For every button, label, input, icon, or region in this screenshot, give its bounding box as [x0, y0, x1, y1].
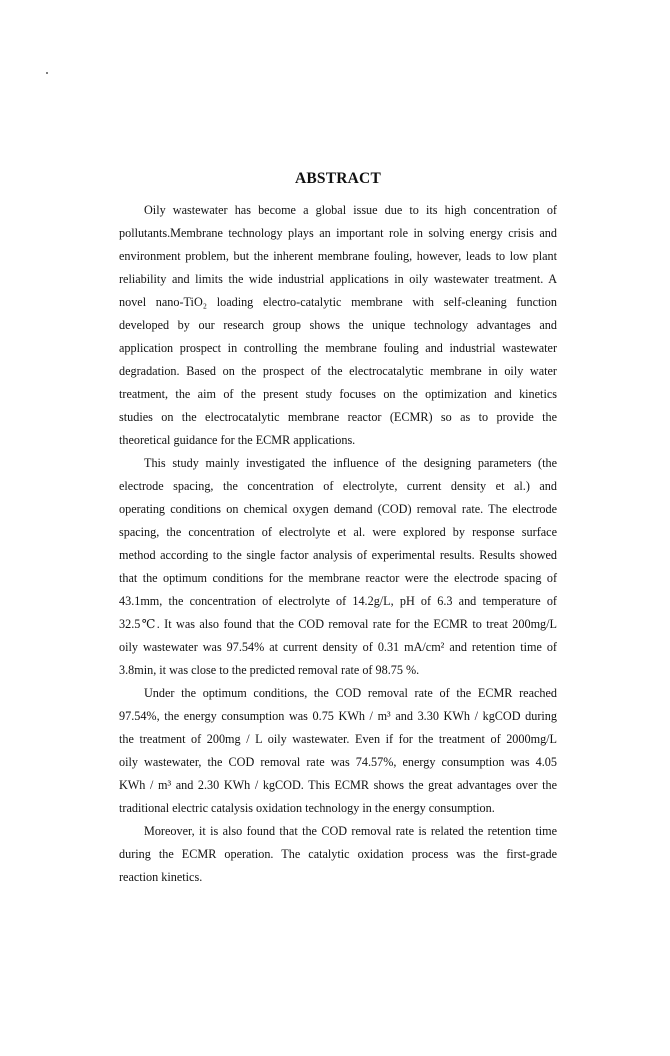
- text-line: Moreover, it is also found that the COD removal rate is related the retention time: [144, 824, 557, 838]
- abstract-paragraph: [119, 452, 557, 682]
- text-line: operating conditions on chemical oxygen demand (COD) removal rate. The electrode: [119, 502, 557, 516]
- abstract-heading: ABSTRACT: [294, 170, 381, 187]
- text-line: KWh / m³ and 2.30 KWh / kgCOD. This ECMR shows the great advantages over the: [119, 778, 557, 792]
- text-line: environment problem, but the inherent membrane fouling, however, leads to low plant: [119, 249, 557, 263]
- text-line: Oily wastewater has become a global issue due to its high concentration of: [144, 203, 557, 217]
- text-line: traditional electric catalysis oxidation technology in the energy consumption.: [119, 801, 495, 815]
- text-line: treatment, the aim of the present study focuses on the optimization and kinetics: [119, 387, 557, 401]
- text-line: method according to the single factor analysis of experimental results. Results showed: [119, 548, 557, 562]
- text-line: 32.5℃. It was also found that the COD removal rate for the ECMR to treat 200mg/L: [119, 617, 557, 631]
- text-line: oily wastewater was 97.54% at current density of 0.31 mA/cm² and retention time of: [119, 640, 557, 654]
- text-line: theoretical guidance for the ECMR applications.: [119, 433, 356, 447]
- text-line: novel nano-TiO₂ loading electro-catalytic membrane with self-cleaning function: [119, 295, 557, 309]
- text-line: reaction kinetics.: [119, 870, 203, 884]
- text-line: 97.54%, the energy consumption was 0.75 KWh / m³ and 3.30 KWh / kgCOD during: [119, 709, 557, 723]
- text-line: 43.1mm, the concentration of electrolyte of 14.2g/L, pH of 6.3 and temperature of: [119, 594, 557, 608]
- text-line: studies on the electrocatalytic membrane reactor (ECMR) so as to provide the: [119, 410, 557, 424]
- text-line: degradation. Based on the prospect of the electrocatalytic membrane in oily water: [119, 364, 557, 378]
- text-line: pollutants.Membrane technology plays an important role in solving energy crisis and: [119, 226, 557, 240]
- text-line: oily wastewater, the COD removal rate was 74.57%, energy consumption was 4.05: [119, 755, 557, 769]
- text-line: during the ECMR operation. The catalytic oxidation process was the first-grade: [119, 847, 557, 861]
- text-line: This study mainly investigated the influence of the designing parameters (the: [144, 456, 557, 470]
- abstract-paragraph: [119, 199, 557, 452]
- text-line: electrode spacing, the concentration of electrolyte, current density et al.) and: [119, 479, 557, 493]
- abstract-paragraph: [119, 820, 557, 889]
- text-line: the treatment of 200mg / L oily wastewater. Even if for the treatment of 2000mg/L: [119, 732, 557, 746]
- text-line: 3.8min, it was close to the predicted removal rate of 98.75 %.: [119, 663, 420, 677]
- scan-speck: [46, 72, 48, 74]
- text-line: developed by our research group shows the unique technology advantages and: [119, 318, 557, 332]
- text-line: Under the optimum conditions, the COD removal rate of the ECMR reached: [144, 686, 557, 700]
- text-line: reliability and limits the wide industrial applications in oily wastewater treatment. A: [119, 272, 557, 286]
- abstract-paragraph: [119, 682, 557, 820]
- abstract-page: [119, 168, 557, 889]
- text-line: that the optimum conditions for the membrane reactor were the electrode spacing of: [119, 571, 557, 585]
- abstract-body: [119, 199, 557, 889]
- text-line: application prospect in controlling the membrane fouling and industrial wastewater: [119, 341, 557, 355]
- text-line: spacing, the concentration of electrolyte et al. were explored by response surface: [119, 525, 557, 539]
